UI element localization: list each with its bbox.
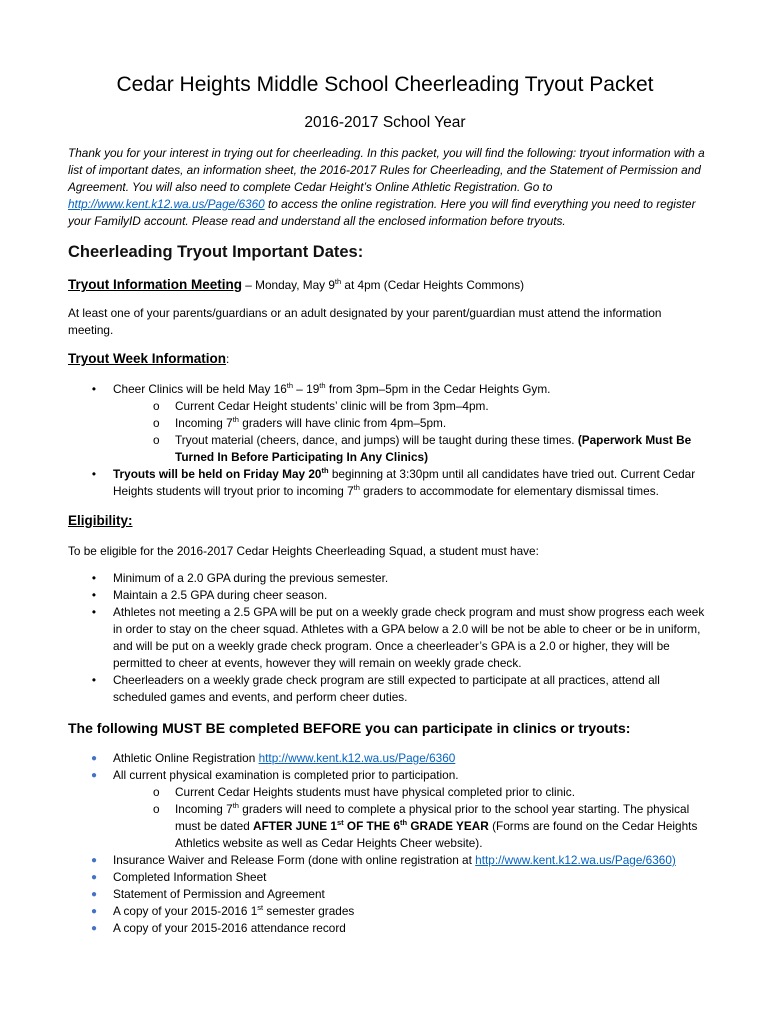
list-item: ● A copy of your 2015-2016 1st semester grades [68, 903, 708, 920]
meeting-heading [68, 276, 524, 294]
sub-bullet-icon: o [153, 416, 160, 430]
sub-bullet-icon: o [153, 785, 160, 799]
meeting-detail-a: – Monday, May 9 [242, 278, 335, 292]
sub-bullet-icon: o [153, 433, 160, 447]
bullet-icon: • [91, 673, 97, 687]
list-item: • Tryouts will be held on Friday May 20th beginning at 3:30pm until all candidates have tried out. Current Cedar Heights students will tryout prior to incoming 7th graders to accommodate for elementary dismissal times. [68, 466, 708, 500]
physical-sublist [113, 784, 708, 852]
list-item: • Minimum of a 2.0 GPA during the previous semester. [68, 570, 708, 587]
sub-bullet-icon: o [153, 802, 160, 816]
intro-text-2: to access the online registration. Here you will find everything you need to register your FamilyID account. Please read and understand all the enclosed information before tryouts. [68, 197, 696, 228]
list-item: o Incoming 7th graders will need to complete a physical prior to the school year starting. The physical must be dated AFTER JUNE 1st OF THE 6th GRADE YEAR (Forms are found on the Cedar Heights Athletics website as well as Cedar Heights Cheer website). [153, 801, 698, 850]
bullet-icon: ● [90, 889, 98, 900]
waiver-link[interactable]: http://www.kent.k12.wa.us/Page/6360) [475, 853, 676, 867]
page-title: Cedar Heights Middle School Cheerleading Tryout Packet [116, 73, 654, 96]
meeting-note: At least one of your parents/guardians or an adult designated by your parent/guardian must attend the information meeting. [68, 306, 662, 337]
meeting-detail-sup: th [334, 277, 342, 287]
intro-paragraph [68, 145, 708, 230]
bullet-icon: • [91, 605, 97, 619]
bullet-icon: • [91, 571, 97, 585]
list-item: ● Athletic Online Registration http://www.kent.k12.wa.us/Page/6360 [68, 750, 708, 767]
eligibility-heading [68, 512, 133, 530]
list-item: • Maintain a 2.5 GPA during cheer season. [68, 587, 708, 604]
list-item: ● A copy of your 2015-2016 attendance record [68, 920, 708, 937]
bullet-icon: ● [90, 753, 98, 764]
bullet-icon: ● [90, 923, 98, 934]
page-subtitle: 2016-2017 School Year [304, 114, 466, 131]
registration-link-2[interactable]: http://www.kent.k12.wa.us/Page/6360 [258, 751, 456, 765]
required-heading: The following MUST BE completed BEFORE you can participate in clinics or tryouts: [68, 720, 631, 736]
list-item: ● Completed Information Sheet [68, 869, 708, 886]
registration-link[interactable]: http://www.kent.k12.wa.us/Page/6360 [68, 197, 265, 211]
list-item: ● Statement of Permission and Agreement [68, 886, 708, 903]
meeting-detail-b: at 4pm (Cedar Heights Commons) [341, 278, 525, 292]
week-heading-colon: : [226, 352, 230, 366]
dates-heading: Cheerleading Tryout Important Dates: [68, 243, 364, 261]
intro-text-1: Thank you for your interest in trying out for cheerleading. In this packet, you will find the following: tryout information with a list of important dates, an information sheet, the 2016-2017 Rules for Cheerleading, and the Statement of Permission and Agreement. You will also need to complete Cedar Height’s Online Athletic Registration. Go to [68, 146, 705, 194]
week-heading [68, 350, 229, 368]
list-item: • Athletes not meeting a 2.5 GPA will be put on a weekly grade check program and must show progress each week in order to stay on the cheer squad. Athletes with a GPA below a 2.0 will be not be able to cheer or be in uniform, and will be put on a weekly grade check program. Once a cheerleader’s GPA is a 2.0 or higher, they will be permitted to cheer at events, however they will remain on weekly grade check. [68, 604, 708, 672]
list-item: • Cheer Clinics will be held May 16th – 19th from 3pm–5pm in the Cedar Heights Gym. o Current Cedar Height students’ clinic will be from 3pm–4pm. o Incoming 7th graders will have clinic from 4pm–5pm. o Tryout material (cheers, dance, and jumps) will be taught during these times. (Paperwork Must Be Turned In Before Participating In Any Clinics) [68, 381, 708, 466]
eligibility-list [68, 570, 708, 706]
meeting-heading-text: Tryout Information Meeting [68, 277, 242, 292]
list-item: o Current Cedar Height students’ clinic will be from 3pm–4pm. [153, 399, 489, 413]
bullet-icon: • [91, 382, 97, 396]
bullet-icon: ● [90, 855, 98, 866]
bullet-icon: ● [90, 770, 98, 781]
week-heading-text: Tryout Week Information [68, 351, 227, 366]
week-list [68, 381, 708, 500]
eligibility-intro: To be eligible for the 2016-2017 Cedar Heights Cheerleading Squad, a student must have: [68, 544, 539, 558]
list-item: • Cheerleaders on a weekly grade check program are still expected to participate at all practices, attend all scheduled games and events, and perform cheer duties. [68, 672, 708, 706]
list-item: o Current Cedar Heights students must have physical completed prior to clinic. [153, 785, 575, 799]
clinic-sublist [113, 398, 708, 466]
bullet-icon: • [91, 467, 97, 481]
bullet-icon: ● [90, 872, 98, 883]
eligibility-heading-text: Eligibility: [68, 513, 133, 528]
sub-bullet-icon: o [153, 399, 160, 413]
bullet-icon: ● [90, 906, 98, 917]
required-list [68, 750, 708, 937]
list-item: ● Insurance Waiver and Release Form (done with online registration at http://www.kent.k12.wa.us/Page/6360) [68, 852, 708, 869]
list-item: o Incoming 7th graders will have clinic from 4pm–5pm. [153, 415, 447, 430]
bullet-icon: • [91, 588, 97, 602]
list-item: ● All current physical examination is completed prior to participation. o Current Cedar Heights students must have physical completed prior to clinic. o Incoming 7th graders will need to complete a physical prior to the school year starting. The physical must be dated AFTER JUNE 1st OF THE 6th GRADE YEAR (Forms are found on the Cedar Heights Athletics website as well as Cedar Heights Cheer website). [68, 767, 708, 852]
list-item: o Tryout material (cheers, dance, and jumps) will be taught during these times. (Paperwork Must Be Turned In Before Participating In Any Clinics) [153, 433, 692, 464]
